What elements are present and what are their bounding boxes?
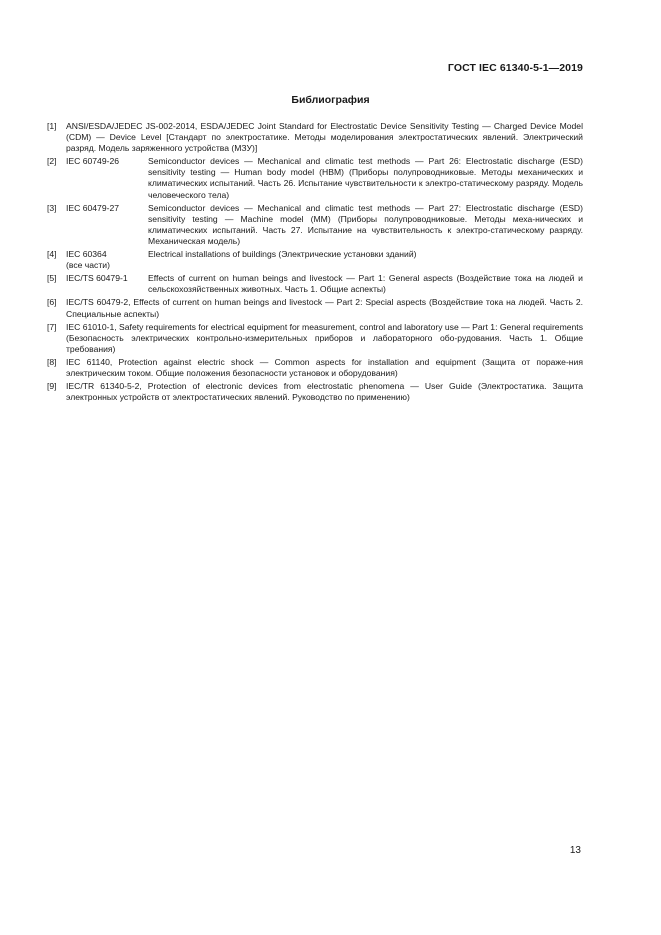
entry-number: [5] — [47, 273, 57, 284]
bibliography-list — [47, 121, 583, 405]
entry-code: IEC 60479-27 — [66, 202, 120, 213]
entry-text: IEC/TR 61340-5-2, Protection of electronic devices from electrostatic phenomena — User Guide (Электростатика. Защита электронных устройств от электростатических явлений. Руководство по применению) — [66, 381, 583, 403]
bibliography-entry-9 — [47, 381, 583, 403]
entry-text: ANSI/ESDA/JEDEC JS-002-2014, ESDA/JEDEC Joint Standard for Electrostatic Device Sensitivity Testing — Charged Device Model (CDM) — Device Level [Стандарт по электростатике. Методы моделирования электростатических явлений. Электрический разряд. Модель заряженного устройства (МЗУ)] — [66, 121, 583, 154]
entry-text: IEC/TS 60479-2, Effects of current on human beings and livestock — Part 2: Special aspects (Воздействие тока на людей. Часть 2. Специальные аспекты) — [66, 297, 583, 319]
bibliography-entry-6 — [47, 297, 583, 319]
entry-number: [8] — [47, 356, 57, 367]
entry-number: [6] — [47, 297, 57, 308]
entry-text: IEC 61140, Protection against electric shock — Common aspects for installation and equipment (Защита от пораже-ния электрическим током. Общие положения безопасности установок и оборудования) — [66, 356, 583, 378]
entry-code-sub: (все части) — [66, 260, 110, 271]
entry-number: [4] — [47, 249, 57, 260]
page-number: 13 — [569, 845, 581, 856]
entry-code: IEC 60749-26 — [66, 156, 120, 167]
entry-text: Effects of current on human beings and livestock — Part 1: General aspects (Воздействие тока на людей и сельскохозяйственных животных. Часть 1. Общие аспекты) — [148, 273, 583, 295]
entry-code-block — [66, 249, 148, 271]
entry-code: IEC 60364 — [66, 249, 107, 260]
entry-text: Semiconductor devices — Mechanical and climatic test methods — Part 26: Electrostatic discharge (ESD) sensitivity testing — Human body model (HBM) (Приборы полупроводниковые. Методы механических и климатических испытаний. Часть 26. Испытание чувствительности к электро-статическому разряду. Модель человеческого тела) — [148, 156, 583, 200]
entry-number: [7] — [47, 321, 57, 332]
entry-number: [3] — [47, 202, 57, 213]
bibliography-entry-5 — [47, 273, 583, 295]
bibliography-entry-4 — [47, 249, 583, 271]
bibliography-entry-8 — [47, 357, 583, 379]
document-id-header: ГОСТ IEC 61340-5-1—2019 — [447, 62, 583, 74]
entry-text: Electrical installations of buildings (Электрические установки зданий) — [148, 249, 417, 260]
entry-text: IEC 61010-1, Safety requirements for electrical equipment for measurement, control and laboratory use — Part 1: General requirements (Безопасность электрических контрольно-измерительных приборов и лабораторного обо-рудования. Часть 1. Общие требования) — [66, 321, 583, 354]
entry-number: [9] — [47, 381, 57, 392]
bibliography-entry-7 — [47, 322, 583, 355]
bibliography-entry-3 — [47, 203, 583, 247]
entry-text: Semiconductor devices — Mechanical and climatic test methods — Part 27: Electrostatic discharge (ESD) sensitivity testing — Machine model (MM) (Приборы полупроводниковые. Методы меха-нических и климатических испытаний. Часть 27. Испытание на чувствительность к электро-статическому разряду. Механическая модель) — [148, 202, 583, 246]
bibliography-entry-2 — [47, 156, 583, 200]
entry-number: [2] — [47, 156, 57, 167]
entry-code: IEC/TS 60479-1 — [66, 273, 128, 284]
bibliography-entry-1 — [47, 121, 583, 154]
page-title: Библиография — [291, 94, 370, 106]
entry-number: [1] — [47, 121, 57, 131]
